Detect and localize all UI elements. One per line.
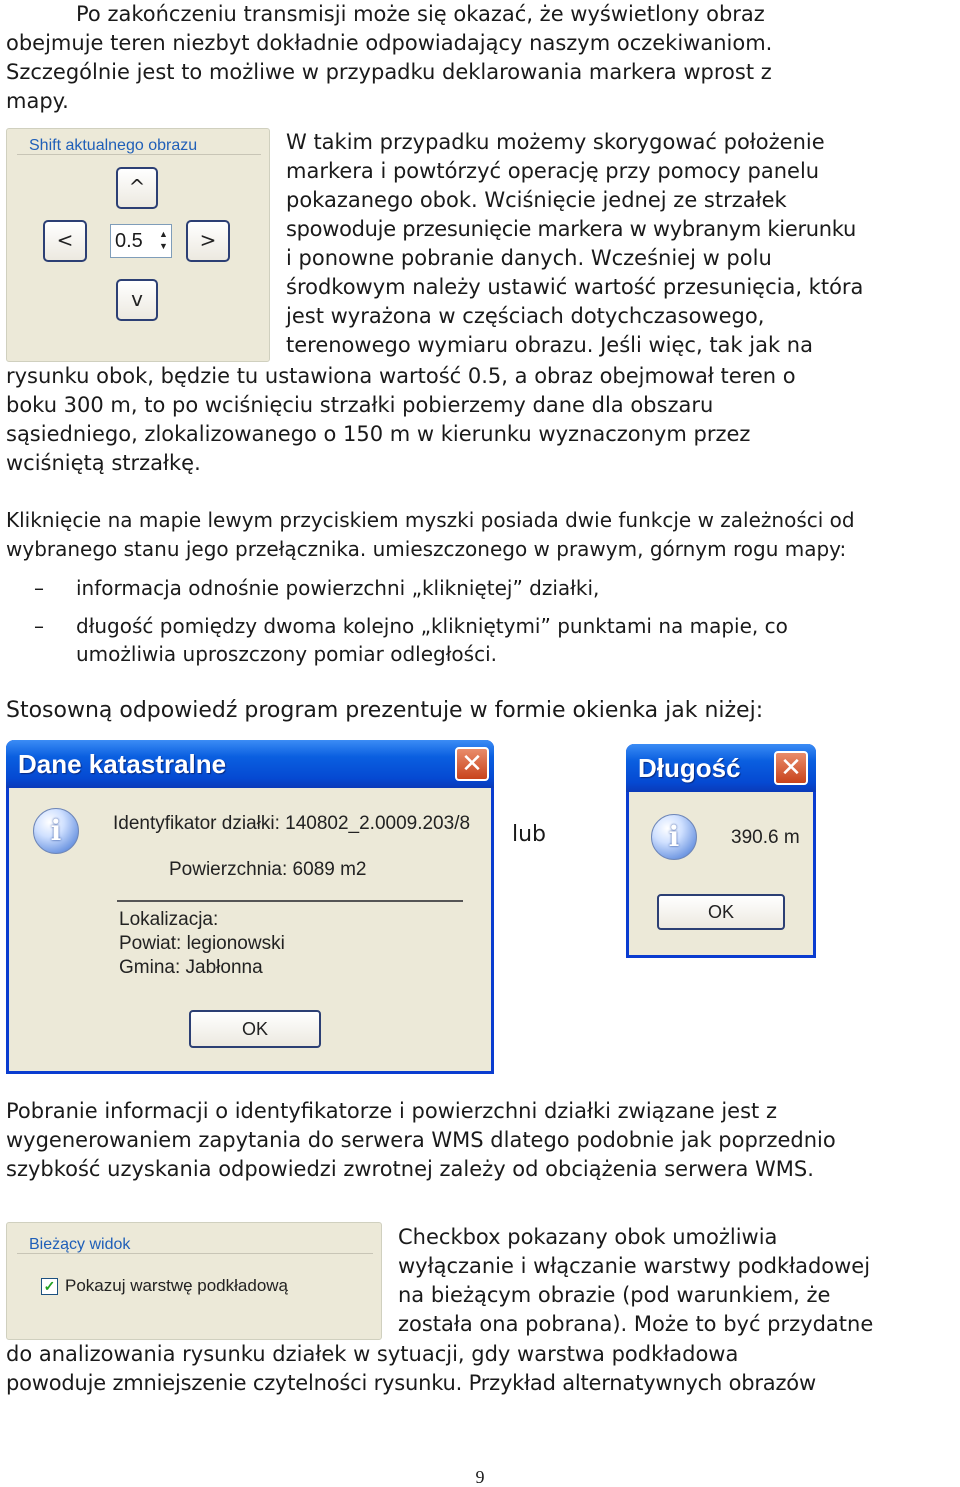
shift-up-label: ^	[128, 175, 146, 200]
wms-para-line: wygenerowaniem zapytania do serwera WMS dlatego podobnie jak poprzednio	[6, 1128, 836, 1152]
checkbox-text-line: została ona pobrana). Może to być przydatne	[398, 1312, 874, 1336]
spinner-arrows-icon[interactable]: ▲ ▼	[159, 229, 168, 251]
shift-text-line: wciśniętą strzałkę.	[6, 451, 201, 475]
wms-para-line: Pobranie informacji o identyfikatorze i powierzchni działki związane jest z	[6, 1099, 777, 1123]
page-number: 9	[475, 1467, 485, 1487]
shift-value-spinner[interactable]	[110, 224, 172, 258]
cadastral-dialog	[6, 740, 494, 1074]
shift-text-line: jest wyrażona w częściach dotychczasowego,	[286, 304, 765, 328]
group-divider	[17, 1253, 373, 1254]
shift-text-line: rysunku obok, będzie tu ustawiona wartość 0.5, a obraz obejmował teren o	[6, 364, 796, 388]
shift-right-label: >	[199, 228, 217, 253]
shift-text-line: pokazanego obok. Wciśnięcie jednej ze strzałek	[286, 188, 787, 212]
click-para-line: Kliknięcie na mapie lewym przyciskiem myszki posiada dwie funkcje w zależności od	[6, 508, 855, 532]
ok-button[interactable]: OK	[657, 894, 785, 930]
length-dialog	[626, 744, 816, 958]
shift-text-line: sąsiedniego, zlokalizowanego o 150 m w kierunku wyznaczonym przez	[6, 422, 751, 446]
commune-text: Gmina: Jabłonna	[119, 957, 263, 978]
intro-line: Po zakończeniu transmisji może się okazać, że wyświetlony obraz	[76, 2, 765, 26]
close-icon[interactable]: ✕	[455, 747, 489, 781]
parcel-area: Powierzchnia: 6089 m2	[169, 859, 367, 880]
bullet-text: umożliwia uproszczony pomiar odległości.	[76, 642, 497, 666]
shift-text-line: spowoduje przesunięcie markera w wybranym kierunku	[286, 217, 857, 241]
shift-value: 0.5	[115, 230, 143, 252]
shift-text-line: terenowego wymiaru obrazu. Jeśli więc, tak jak na	[286, 333, 813, 357]
shift-text-line: boku 300 m, to po wciśnięciu strzałki pobierzemy dane dla obszaru	[6, 393, 714, 417]
wms-para-line: szybkość uzyskania odpowiedzi zwrotnej zależy od obciążenia serwera WMS.	[6, 1157, 814, 1181]
shift-down-button[interactable]	[116, 279, 158, 321]
shift-left-button[interactable]	[43, 220, 87, 262]
checkbox-text-line: do analizowania rysunku działek w sytuacji, gdy warstwa podkładowa	[6, 1342, 739, 1366]
parcel-identifier: Identyfikator działki: 140802_2.0009.203/8	[113, 813, 471, 834]
checkbox-text-line: powoduje zmniejszenie czytelności rysunku. Przykład alternatywnych obrazów	[6, 1371, 816, 1395]
bullet-dash: –	[34, 576, 44, 600]
shift-text-line: W takim przypadku możemy skorygować położenie	[286, 130, 825, 154]
group-divider	[17, 154, 261, 155]
cadastral-titlebar[interactable]	[6, 740, 494, 788]
close-icon[interactable]: ✕	[774, 751, 808, 785]
length-value: 390.6 m	[731, 827, 800, 848]
dialog-separator	[117, 900, 463, 902]
click-para-line: wybranego stanu jego przełącznika. umieszczonego w prawym, górnym rogu mapy:	[6, 537, 847, 561]
response-heading: Stosowną odpowiedź program prezentuje w formie okienka jak niżej:	[6, 698, 764, 723]
shift-up-button[interactable]	[116, 167, 158, 209]
shift-group-title: Shift aktualnego obrazu	[29, 137, 198, 154]
ok-button[interactable]: OK	[189, 1010, 321, 1048]
checkbox-text-line: na bieżącym obrazie (pod warunkiem, że	[398, 1283, 831, 1307]
bullet-text: informacja odnośnie powierzchni „klikniętej” działki,	[76, 576, 600, 600]
shift-text-line: środkowym należy ustawić wartość przesunięcia, która	[286, 275, 864, 299]
shift-text-line: markera i powtórzyć operację przy pomocy panelu	[286, 159, 820, 183]
shift-down-label: v	[131, 287, 143, 312]
location-label: Lokalizacja:	[119, 909, 219, 930]
or-text: lub	[512, 822, 547, 847]
shift-image-panel	[6, 128, 270, 362]
checkbox-text-line: wyłączanie i włączanie warstwy podkładowej	[398, 1254, 871, 1278]
intro-line: obejmuje teren niezbyt dokładnie odpowiadający naszym oczekiwaniom.	[6, 31, 773, 55]
shift-right-button[interactable]	[186, 220, 230, 262]
info-icon: i	[33, 808, 79, 854]
info-icon: i	[651, 814, 697, 860]
shift-left-label: <	[56, 228, 74, 253]
bullet-text: długość pomiędzy dwoma kolejno „klikniętymi” punktami na mapie, co	[76, 614, 788, 638]
bullet-dash: –	[34, 614, 44, 638]
current-view-title: Bieżący widok	[29, 1236, 131, 1253]
length-title: Długość	[638, 753, 741, 783]
cadastral-title: Dane katastralne	[18, 749, 227, 779]
checkbox-text-line: Checkbox pokazany obok umożliwia	[398, 1225, 778, 1249]
length-titlebar[interactable]	[626, 744, 816, 792]
show-base-layer-checkbox[interactable]: ✓	[41, 1278, 58, 1295]
shift-text-line: i ponowne pobranie danych. Wcześniej w polu	[286, 246, 772, 270]
intro-line: Szczególnie jest to możliwe w przypadku deklarowania markera wprost z	[6, 60, 772, 84]
county-text: Powiat: legionowski	[119, 933, 285, 954]
intro-line: mapy.	[6, 89, 69, 113]
show-base-layer-label[interactable]: Pokazuj warstwę podkładową	[65, 1276, 289, 1295]
current-view-panel	[6, 1222, 382, 1340]
